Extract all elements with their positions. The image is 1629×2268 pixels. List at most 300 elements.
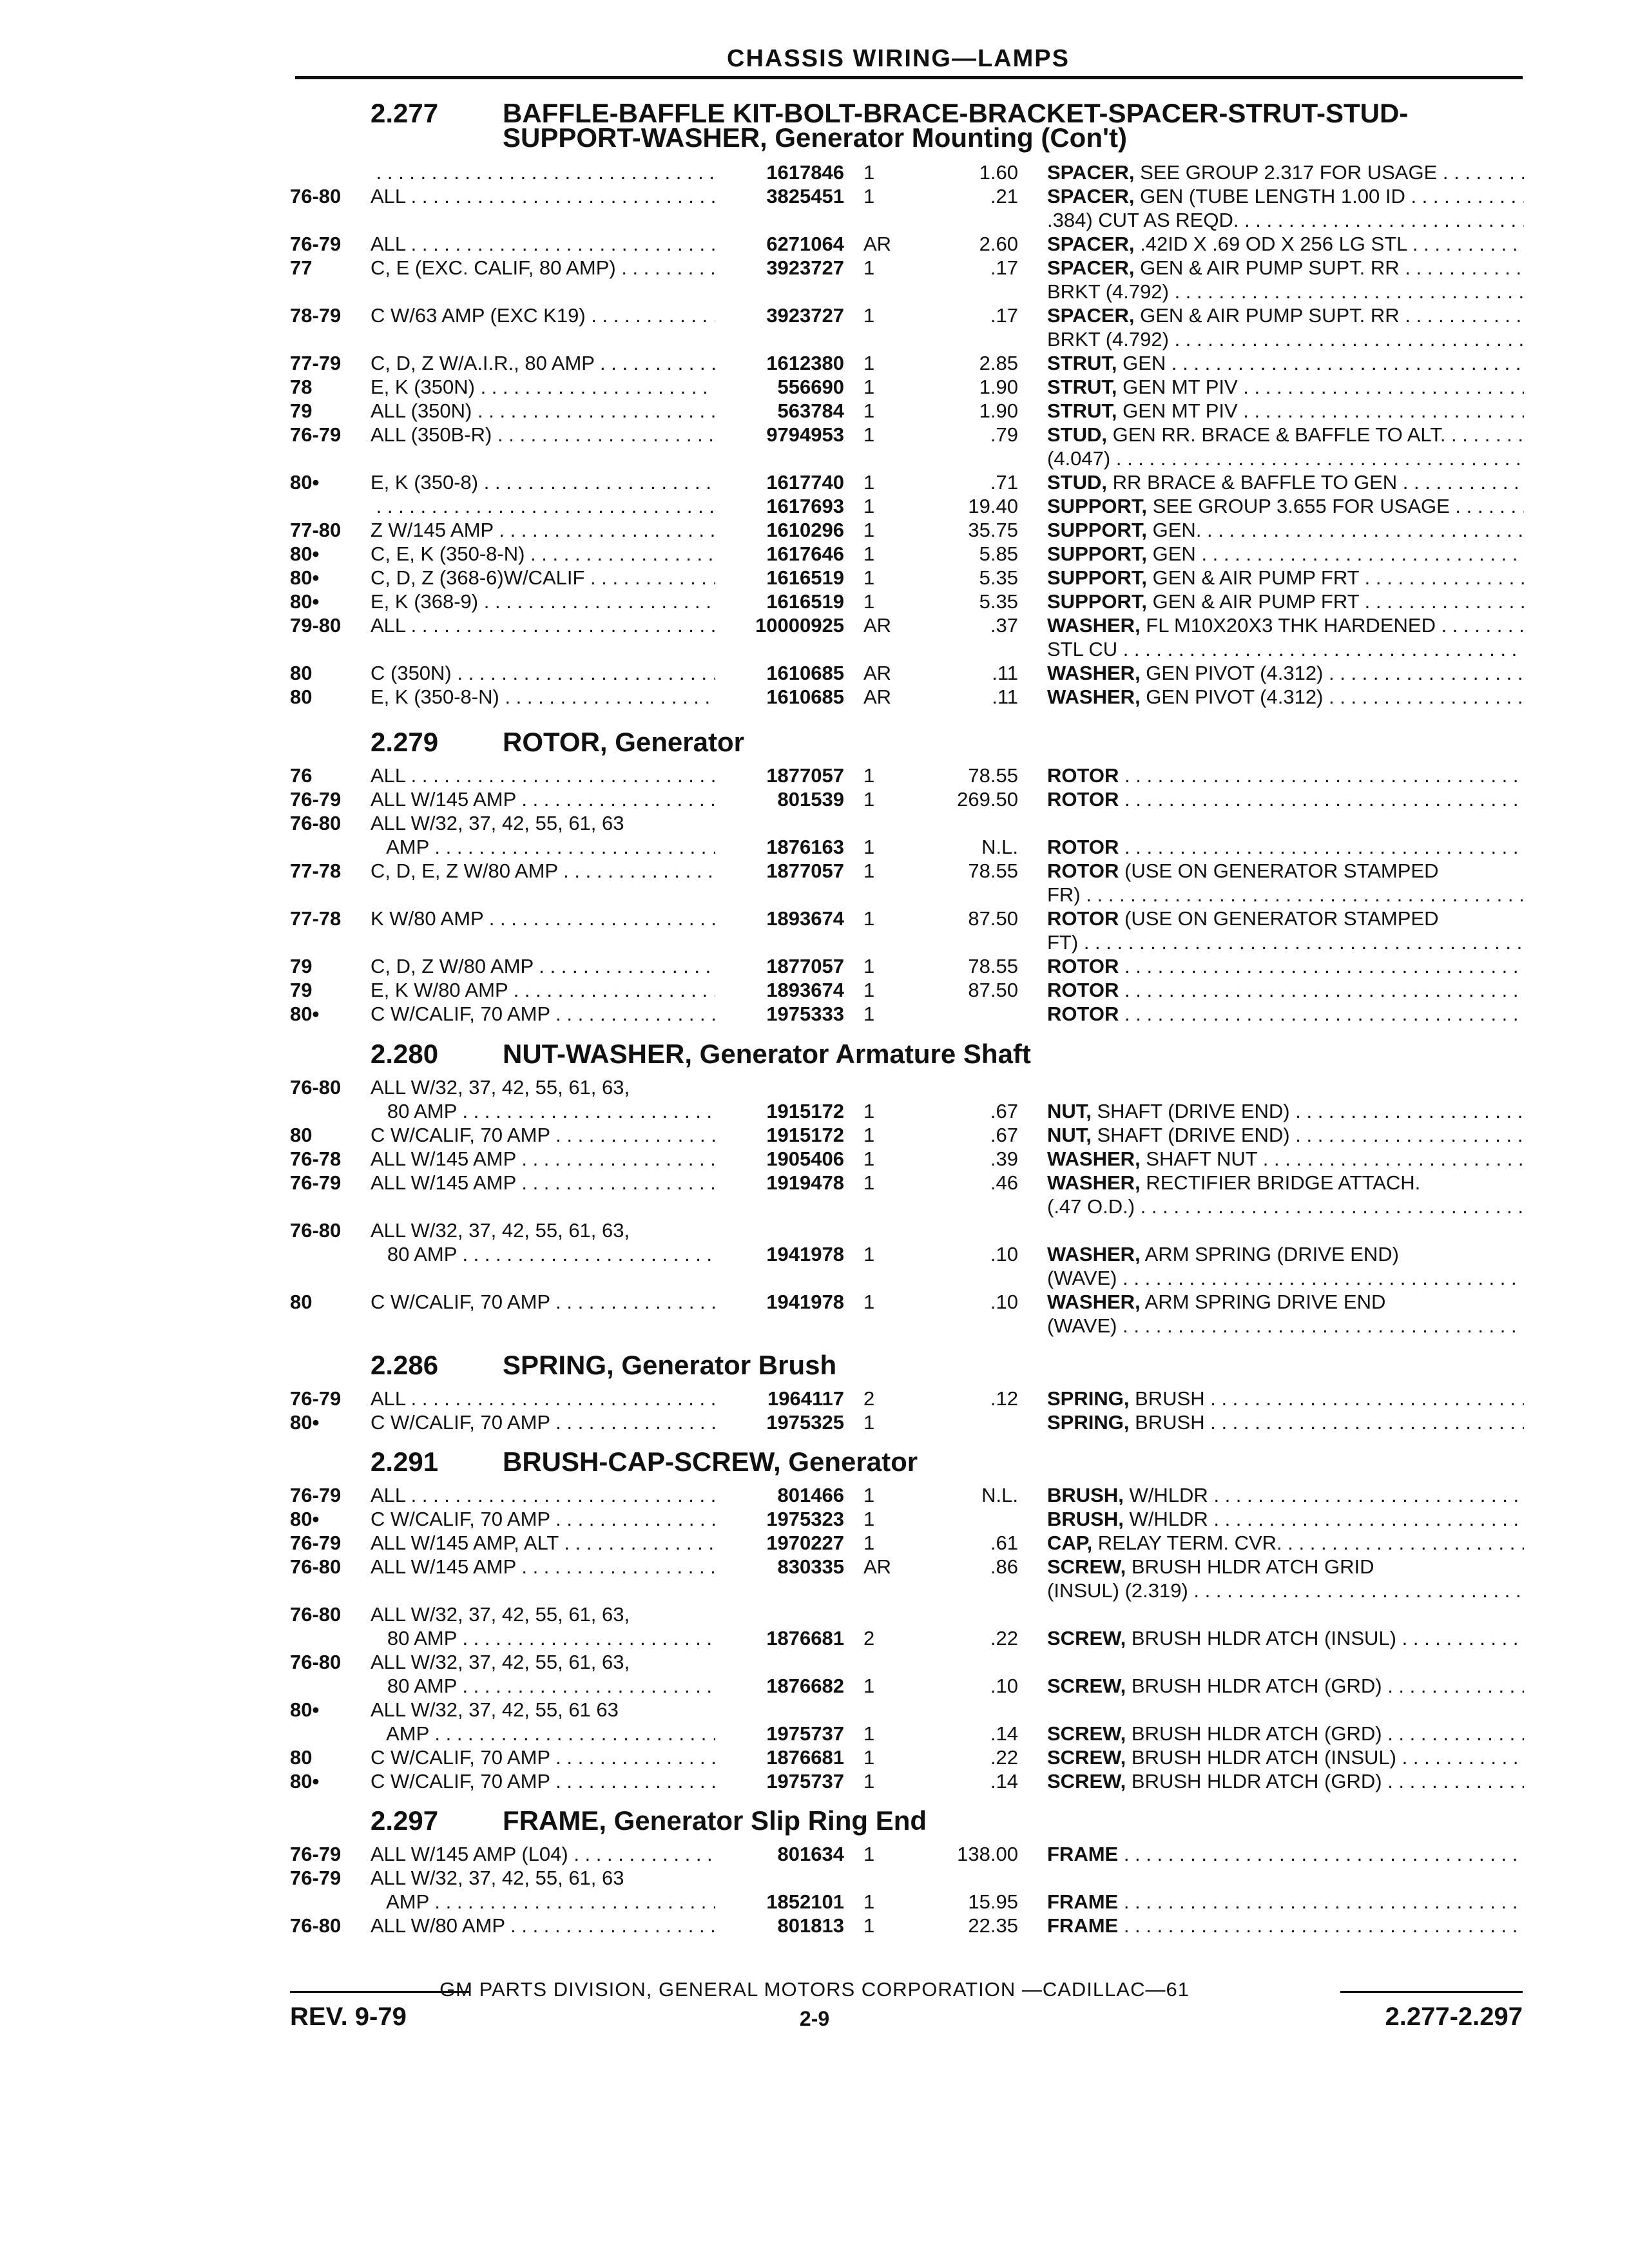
model-application: AMP . . . — [371, 1890, 715, 1914]
part-detail: GEN MT PIV — [1117, 399, 1238, 422]
part-number: 1617693 — [766, 495, 844, 517]
model-year: 78-79 — [290, 304, 342, 327]
part-description — [1047, 399, 1524, 423]
price: 138.00 — [957, 1843, 1018, 1865]
model-year: 79 — [290, 955, 313, 977]
part-name: STRUT, — [1047, 376, 1117, 398]
model-application: ALL W/145 AMP . . . — [371, 1171, 715, 1195]
model-year: 77-79 — [290, 352, 342, 374]
part-number: 801634 — [777, 1843, 844, 1865]
quantity: 1 — [863, 1411, 875, 1434]
table-row — [0, 1291, 1629, 1314]
page-title: CHASSIS WIRING—LAMPS — [727, 45, 1070, 72]
model-application: ALL W/32, 37, 42, 55, 61 63 — [371, 1698, 619, 1721]
model-application: ALL . . . — [371, 1387, 715, 1410]
part-number: 1975737 — [766, 1722, 844, 1745]
quantity: 2 — [863, 1387, 875, 1410]
table-row — [0, 1076, 1629, 1100]
part-number: 1610685 — [766, 662, 844, 684]
part-description — [1047, 566, 1524, 590]
model-year: 76-79 — [290, 1387, 342, 1410]
price: 19.40 — [968, 495, 1018, 517]
table-row — [0, 1555, 1629, 1579]
part-description — [1047, 1267, 1524, 1290]
part-detail: (4.047) — [1047, 447, 1111, 470]
model-year: 80 — [290, 1746, 313, 1769]
part-detail: BRUSH HLDR ATCH (GRD) — [1126, 1675, 1382, 1697]
part-description — [1047, 280, 1524, 303]
part-detail: SHAFT (DRIVE END) — [1091, 1124, 1290, 1146]
part-description — [1047, 1411, 1524, 1434]
part-number: 3923727 — [766, 256, 844, 279]
part-number: 1876681 — [766, 1627, 844, 1649]
part-detail: GEN PIVOT (4.312) — [1140, 686, 1324, 708]
part-name: NUT, — [1047, 1100, 1092, 1122]
model-application: ALL . . . — [371, 764, 715, 787]
part-number: 556690 — [777, 376, 844, 398]
page-number: 2-9 — [799, 2007, 830, 2030]
part-description — [1047, 471, 1524, 494]
part-detail: FR) — [1047, 883, 1081, 906]
model-application: C, D, E, Z W/80 AMP . . . — [371, 860, 715, 883]
table-row — [0, 256, 1629, 280]
part-description — [1047, 1627, 1524, 1650]
model-year: 80 — [290, 686, 313, 708]
part-detail: BRUSH — [1129, 1387, 1205, 1410]
price: .11 — [992, 686, 1018, 708]
table-row — [0, 1148, 1629, 1171]
part-detail: W/HLDR — [1123, 1508, 1208, 1530]
part-detail: SHAFT NUT — [1140, 1148, 1258, 1170]
part-number: 1893674 — [766, 907, 844, 930]
quantity: 1 — [863, 1675, 875, 1697]
part-name: SCREW, — [1047, 1627, 1126, 1649]
part-detail: (USE ON GENERATOR STAMPED — [1119, 907, 1439, 930]
part-detail: W/HLDR — [1123, 1484, 1208, 1506]
part-name: SPACER, — [1047, 185, 1135, 207]
quantity: 1 — [863, 1100, 875, 1122]
quantity: 1 — [863, 1843, 875, 1865]
quantity: 1 — [863, 1746, 875, 1769]
model-year: 76-80 — [290, 812, 342, 834]
model-application: C, E, K (350-8-N) . . . — [371, 543, 715, 566]
part-name: BRUSH, — [1047, 1508, 1124, 1530]
part-detail: GEN & AIR PUMP FRT — [1147, 590, 1360, 613]
model-application: 80 AMP . . . — [371, 1243, 715, 1266]
part-number: 801539 — [777, 788, 844, 811]
part-description — [1047, 1387, 1524, 1410]
part-description — [1047, 1003, 1524, 1026]
model-year: 76-80 — [290, 185, 342, 207]
model-year: 80• — [290, 1003, 320, 1025]
part-detail: GEN & AIR PUMP SUPT. RR — [1134, 304, 1400, 327]
model-application — [371, 161, 715, 184]
part-description — [1047, 1890, 1524, 1914]
part-description — [1047, 519, 1524, 542]
quantity: AR — [863, 614, 892, 637]
part-description — [1047, 1243, 1524, 1266]
part-description — [1047, 1314, 1524, 1338]
part-detail: .42ID X .69 OD X 256 LG STL — [1134, 233, 1407, 255]
price: 78.55 — [968, 764, 1018, 787]
quantity: 1 — [863, 836, 875, 858]
table-row — [0, 1746, 1629, 1770]
table-row — [0, 1603, 1629, 1627]
price: .61 — [990, 1532, 1018, 1554]
part-description — [1047, 1770, 1524, 1793]
table-row — [0, 1651, 1629, 1675]
price: .67 — [990, 1100, 1018, 1122]
quantity: 1 — [863, 1532, 875, 1554]
table-row — [0, 860, 1629, 883]
quantity: 1 — [863, 860, 875, 882]
table-row — [0, 1484, 1629, 1508]
part-name: WASHER, — [1047, 686, 1141, 708]
quantity: 1 — [863, 1291, 875, 1313]
part-name: STRUT, — [1047, 399, 1117, 422]
part-detail: SEE GROUP 3.655 FOR USAGE — [1147, 495, 1450, 517]
part-number: 1975323 — [766, 1508, 844, 1530]
part-description — [1047, 1722, 1524, 1745]
part-description — [1047, 1171, 1524, 1195]
model-year: 76-79 — [290, 1532, 342, 1554]
model-application: AMP . . . — [371, 836, 715, 859]
part-name: ROTOR — [1047, 955, 1119, 977]
price: .86 — [990, 1555, 1018, 1578]
quantity: 1 — [863, 376, 875, 398]
model-year: 80• — [290, 1508, 320, 1530]
price: 78.55 — [968, 860, 1018, 882]
table-row — [0, 812, 1629, 836]
price: .22 — [990, 1627, 1018, 1649]
model-application: ALL W/145 AMP (L04) . . . — [371, 1843, 715, 1866]
table-row — [0, 1387, 1629, 1411]
quantity: 1 — [863, 1243, 875, 1265]
quantity: 1 — [863, 788, 875, 811]
part-number: 1876682 — [766, 1675, 844, 1697]
part-number: 801466 — [777, 1484, 844, 1506]
price: 1.60 — [979, 161, 1018, 184]
table-row — [0, 638, 1629, 662]
part-detail: GEN. — [1147, 519, 1202, 541]
table-row — [0, 519, 1629, 543]
table-row — [0, 423, 1629, 447]
part-detail: BRUSH HLDR ATCH (INSUL) — [1126, 1746, 1396, 1769]
model-application: E, K (368-9) . . . — [371, 590, 715, 613]
model-application: E, K (350-8) . . . — [371, 471, 715, 494]
model-year: 76-79 — [290, 1171, 342, 1194]
price: 87.50 — [968, 907, 1018, 930]
price: .39 — [990, 1148, 1018, 1170]
model-application: ALL (350N) . . . — [371, 399, 715, 423]
section-number: 2.280 — [371, 1039, 439, 1069]
table-row — [0, 304, 1629, 328]
part-detail: ARM SPRING DRIVE END — [1140, 1291, 1386, 1313]
quantity: AR — [863, 662, 892, 684]
price: .71 — [990, 471, 1018, 494]
part-name: BRUSH, — [1047, 1484, 1124, 1506]
part-description — [1047, 209, 1524, 232]
section-number: 2.297 — [371, 1805, 439, 1836]
footer-text: GM PARTS DIVISION, GENERAL MOTORS CORPORATION —CADILLAC—61 — [439, 1978, 1190, 2001]
table-row — [0, 1843, 1629, 1867]
part-detail: BRUSH HLDR ATCH (INSUL) — [1126, 1627, 1396, 1649]
quantity: AR — [863, 1555, 892, 1578]
part-name: SUPPORT, — [1047, 519, 1148, 541]
model-application: C, D, Z W/A.I.R., 80 AMP . . . — [371, 352, 715, 375]
part-description — [1047, 376, 1524, 399]
part-name: WASHER, — [1047, 662, 1141, 684]
model-application: E, K (350N) . . . — [371, 376, 715, 399]
table-row — [0, 1698, 1629, 1722]
part-description — [1047, 860, 1524, 883]
part-description — [1047, 161, 1524, 184]
quantity: 1 — [863, 1508, 875, 1530]
part-name: SPACER, — [1047, 233, 1135, 255]
price: .46 — [990, 1171, 1018, 1194]
table-row — [0, 1267, 1629, 1291]
part-description — [1047, 907, 1524, 930]
model-application: C, D, Z W/80 AMP . . . — [371, 955, 715, 978]
part-name: SUPPORT, — [1047, 566, 1148, 589]
model-year: 80• — [290, 590, 320, 613]
model-application: C W/CALIF, 70 AMP . . . — [371, 1291, 715, 1314]
table-row — [0, 1243, 1629, 1267]
part-detail: GEN & AIR PUMP FRT — [1147, 566, 1360, 589]
part-number: 1877057 — [766, 955, 844, 977]
table-row — [0, 185, 1629, 209]
part-number: 1915172 — [766, 1100, 844, 1122]
part-number: 1905406 — [766, 1148, 844, 1170]
part-detail: BRUSH HLDR ATCH (GRD) — [1126, 1722, 1382, 1745]
price: 2.85 — [979, 352, 1018, 374]
price: .14 — [990, 1770, 1018, 1792]
quantity: 1 — [863, 423, 875, 446]
price: 5.35 — [979, 590, 1018, 613]
part-detail: RR BRACE & BAFFLE TO GEN — [1107, 471, 1398, 494]
part-name: SUPPORT, — [1047, 590, 1148, 613]
table-row — [0, 1171, 1629, 1195]
section-number: 2.286 — [371, 1350, 439, 1380]
part-number: 1941978 — [766, 1291, 844, 1313]
model-application: C, D, Z (368-6)W/CALIF . . . — [371, 566, 715, 590]
part-number: 1970227 — [766, 1532, 844, 1554]
model-application: C W/CALIF, 70 AMP . . . — [371, 1124, 715, 1147]
part-name: SPACER, — [1047, 256, 1135, 279]
model-year: 76-80 — [290, 1076, 342, 1099]
table-row — [0, 1579, 1629, 1603]
part-detail: GEN (TUBE LENGTH 1.00 ID — [1134, 185, 1405, 207]
revision: REV. 9-79 — [290, 2003, 407, 2031]
quantity: 1 — [863, 399, 875, 422]
quantity: 1 — [863, 161, 875, 184]
part-name: NUT, — [1047, 1124, 1092, 1146]
part-number: 1852101 — [766, 1890, 844, 1913]
quantity: 1 — [863, 1124, 875, 1146]
table-row — [0, 1003, 1629, 1026]
part-number: 1610296 — [766, 519, 844, 541]
part-detail: SHAFT (DRIVE END) — [1091, 1100, 1290, 1122]
model-application: ALL . . . — [371, 614, 715, 637]
price: 15.95 — [968, 1890, 1018, 1913]
model-year: 76-80 — [290, 1651, 342, 1673]
table-row — [0, 979, 1629, 1003]
table-row — [0, 686, 1629, 709]
table-row — [0, 1890, 1629, 1914]
table-row — [0, 376, 1629, 399]
quantity: 1 — [863, 1770, 875, 1792]
section-number: 2.291 — [371, 1446, 439, 1477]
part-name: SPACER, — [1047, 304, 1135, 327]
part-detail: BRKT (4.792) — [1047, 328, 1169, 351]
part-number: 6271064 — [766, 233, 844, 255]
table-row — [0, 447, 1629, 471]
part-name: SCREW, — [1047, 1555, 1126, 1578]
model-application: ALL . . . — [371, 185, 715, 208]
part-detail: (USE ON GENERATOR STAMPED — [1119, 860, 1439, 882]
section-title — [371, 1039, 1031, 1070]
part-description — [1047, 352, 1524, 375]
part-description — [1047, 1195, 1524, 1218]
model-application: ALL W/145 AMP, ALT . . . — [371, 1532, 715, 1555]
model-application: 80 AMP . . . — [371, 1100, 715, 1123]
section-heading: BAFFLE-BAFFLE KIT-BOLT-BRACE-BRACKET-SPACER-STRUT-STUD- — [503, 98, 1409, 128]
part-number: 1941978 — [766, 1243, 844, 1265]
part-description — [1047, 614, 1524, 637]
quantity: 1 — [863, 352, 875, 374]
part-description — [1047, 1675, 1524, 1698]
part-number: 1975325 — [766, 1411, 844, 1434]
model-year: 77 — [290, 256, 313, 279]
model-year: 80• — [290, 471, 320, 494]
part-description — [1047, 1124, 1524, 1147]
table-row — [0, 1532, 1629, 1555]
model-application: E, K W/80 AMP . . . — [371, 979, 715, 1002]
model-application: 80 AMP . . . — [371, 1675, 715, 1698]
model-year: 76-80 — [290, 1603, 342, 1626]
part-name: WASHER, — [1047, 614, 1141, 637]
part-number: 1617846 — [766, 161, 844, 184]
part-description — [1047, 836, 1524, 859]
price: 5.35 — [979, 566, 1018, 589]
part-description — [1047, 1532, 1524, 1555]
price: 22.35 — [968, 1914, 1018, 1937]
price: 269.50 — [957, 788, 1018, 811]
part-detail: ARM SPRING (DRIVE END) — [1140, 1243, 1400, 1265]
part-name: ROTOR — [1047, 860, 1119, 882]
part-description — [1047, 543, 1524, 566]
model-application: C W/CALIF, 70 AMP . . . — [371, 1770, 715, 1793]
table-row — [0, 495, 1629, 519]
model-application: ALL W/32, 37, 42, 55, 61, 63, — [371, 1219, 630, 1242]
model-year: 79 — [290, 979, 313, 1001]
price: .67 — [990, 1124, 1018, 1146]
model-application: ALL W/32, 37, 42, 55, 61, 63, — [371, 1076, 630, 1099]
page-range: 2.277-2.297 — [1385, 2003, 1523, 2031]
part-name: SCREW, — [1047, 1746, 1126, 1769]
part-description — [1047, 638, 1524, 661]
model-application: E, K (350-8-N) . . . — [371, 686, 715, 709]
part-description — [1047, 788, 1524, 811]
model-year: 76-79 — [290, 233, 342, 255]
part-number: 1919478 — [766, 1171, 844, 1194]
quantity: 1 — [863, 764, 875, 787]
part-description — [1047, 328, 1524, 351]
section-heading: BRUSH-CAP-SCREW, Generator — [503, 1446, 918, 1477]
price: .17 — [990, 256, 1018, 279]
part-number: 1877057 — [766, 764, 844, 787]
table-row — [0, 1100, 1629, 1124]
quantity: 1 — [863, 1148, 875, 1170]
part-description — [1047, 979, 1524, 1002]
part-description — [1047, 1555, 1524, 1579]
part-detail: GEN PIVOT (4.312) — [1140, 662, 1324, 684]
quantity: 1 — [863, 1890, 875, 1913]
part-number: 3825451 — [766, 185, 844, 207]
part-name: WASHER, — [1047, 1171, 1141, 1194]
part-description — [1047, 233, 1524, 256]
model-application: C W/CALIF, 70 AMP . . . — [371, 1746, 715, 1769]
model-year: 80 — [290, 1291, 313, 1313]
part-description — [1047, 1148, 1524, 1171]
part-name: WASHER, — [1047, 1148, 1141, 1170]
model-application: ALL W/32, 37, 42, 55, 61, 63 — [371, 812, 624, 834]
model-application: ALL . . . — [371, 1484, 715, 1507]
part-number: 9794953 — [766, 423, 844, 446]
model-year: 77-78 — [290, 907, 342, 930]
part-detail: (WAVE) — [1047, 1267, 1117, 1289]
part-name: SPRING, — [1047, 1387, 1130, 1410]
part-description — [1047, 662, 1524, 685]
quantity: AR — [863, 233, 892, 255]
price: .10 — [990, 1243, 1018, 1265]
price: .14 — [990, 1722, 1018, 1745]
part-description — [1047, 1100, 1524, 1123]
part-number: 1616519 — [766, 566, 844, 589]
model-year: 80• — [290, 1411, 320, 1434]
table-row — [0, 543, 1629, 566]
model-application: ALL (350B-R) . . . — [371, 423, 715, 447]
price: 35.75 — [968, 519, 1018, 541]
table-row — [0, 209, 1629, 233]
part-name: WASHER, — [1047, 1291, 1141, 1313]
part-number: 1975737 — [766, 1770, 844, 1792]
part-detail: BRKT (4.792) — [1047, 280, 1169, 303]
part-detail: GEN & AIR PUMP SUPT. RR — [1134, 256, 1400, 279]
part-name: ROTOR — [1047, 1003, 1119, 1025]
part-detail: RELAY TERM. CVR. — [1092, 1532, 1282, 1554]
section-heading: FRAME, Generator Slip Ring End — [503, 1805, 927, 1836]
part-detail: GEN MT PIV — [1117, 376, 1238, 398]
price: .21 — [990, 185, 1018, 207]
model-year: 79 — [290, 399, 313, 422]
part-description — [1047, 423, 1524, 447]
part-name: STRUT, — [1047, 352, 1117, 374]
part-number: 1610685 — [766, 686, 844, 708]
part-description — [1047, 1746, 1524, 1769]
model-application: ALL W/32, 37, 42, 55, 61, 63 — [371, 1867, 624, 1889]
part-number: 1877057 — [766, 860, 844, 882]
model-year: 76-80 — [290, 1914, 342, 1937]
part-detail: BRUSH HLDR ATCH (GRD) — [1126, 1770, 1382, 1792]
model-application: ALL W/80 AMP . . . — [371, 1914, 715, 1937]
table-row — [0, 1219, 1629, 1243]
part-description — [1047, 883, 1524, 907]
table-row — [0, 1411, 1629, 1435]
model-application: 80 AMP . . . — [371, 1627, 715, 1650]
price: .37 — [990, 614, 1018, 637]
part-name: CAP, — [1047, 1532, 1093, 1554]
